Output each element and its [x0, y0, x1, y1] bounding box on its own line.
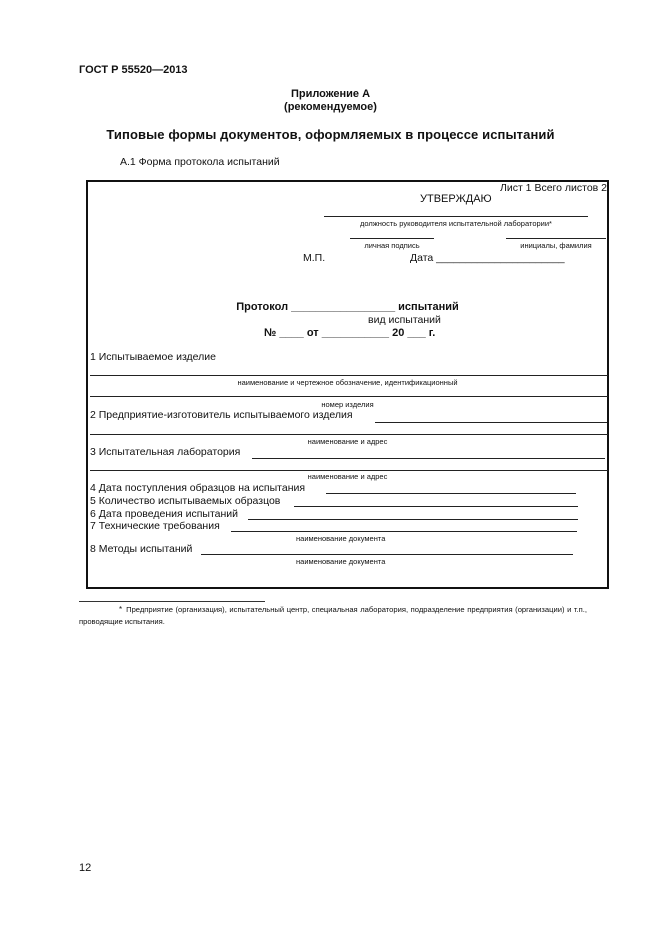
footnote-marker: *: [119, 605, 123, 614]
item7-caption: наименование документа: [296, 534, 386, 543]
page-number: 12: [79, 862, 92, 874]
subsection-title: А.1 Форма протокола испытаний: [120, 156, 280, 168]
item2-line: [375, 422, 607, 423]
signature-caption: личная подпись: [364, 241, 420, 250]
item1-line: [90, 375, 608, 376]
appendix-title: Приложение А: [290, 88, 371, 100]
item2-caption: наименование и адрес: [307, 437, 388, 446]
item1-line-2: [90, 396, 608, 397]
item-3: 3 Испытательная лаборатория: [90, 446, 241, 458]
item-7: 7 Технические требования: [90, 520, 220, 532]
appendix-status: (рекомендуемое): [284, 101, 377, 113]
item8-caption: наименование документа: [296, 557, 386, 566]
item-6: 6 Дата проведения испытаний: [90, 508, 238, 520]
footnote-text: Предприятие (организация), испытательный центр, специальная лаборатория, подразделение предприятия (организации) и т.п., проводящие испытания.: [79, 605, 587, 626]
item2-line-2: [90, 434, 608, 435]
approve-label: УТВЕРЖДАЮ: [420, 193, 492, 205]
footnote-separator: [79, 601, 265, 602]
signature-line: [350, 238, 434, 239]
item3-line: [252, 458, 605, 459]
item8-line: [201, 554, 573, 555]
item6-line: [248, 519, 578, 520]
footnote: [79, 604, 587, 628]
standard-header: ГОСТ Р 55520—2013: [79, 64, 188, 76]
item3-line-2: [90, 470, 608, 471]
item-5: 5 Количество испытываемых образцов: [90, 495, 281, 507]
test-type-caption: вид испытаний: [368, 314, 441, 326]
position-line: [324, 216, 588, 217]
number-line: № ____ от ___________ 20 ___ г.: [264, 327, 436, 339]
protocol-form: [86, 180, 609, 589]
item4-line: [326, 493, 576, 494]
item7-line: [231, 531, 577, 532]
position-caption: должность руководителя испытательной лаборатории*: [360, 219, 552, 228]
item-1: 1 Испытываемое изделие: [90, 351, 216, 363]
protocol-line: Протокол _________________ испытаний: [236, 301, 459, 313]
item3-caption: наименование и адрес: [307, 472, 388, 481]
item1-caption-b: номер изделия: [321, 400, 374, 409]
item1-caption-a: наименование и чертежное обозначение, идентификационный: [237, 378, 458, 387]
section-title: Типовые формы документов, оформляемых в процессе испытаний: [106, 127, 555, 142]
initials-caption: инициалы, фамилия: [520, 241, 592, 250]
item-2: 2 Предприятие-изготовитель испытываемого изделия: [90, 409, 353, 421]
date-label: Дата ______________________: [410, 252, 565, 264]
item5-line: [294, 506, 578, 507]
item-8: 8 Методы испытаний: [90, 543, 193, 555]
item-4: 4 Дата поступления образцов на испытания: [90, 482, 306, 494]
sheet-info: Лист 1 Всего листов 2: [499, 182, 607, 194]
initials-line: [506, 238, 606, 239]
stamp-label: М.П.: [303, 252, 326, 264]
